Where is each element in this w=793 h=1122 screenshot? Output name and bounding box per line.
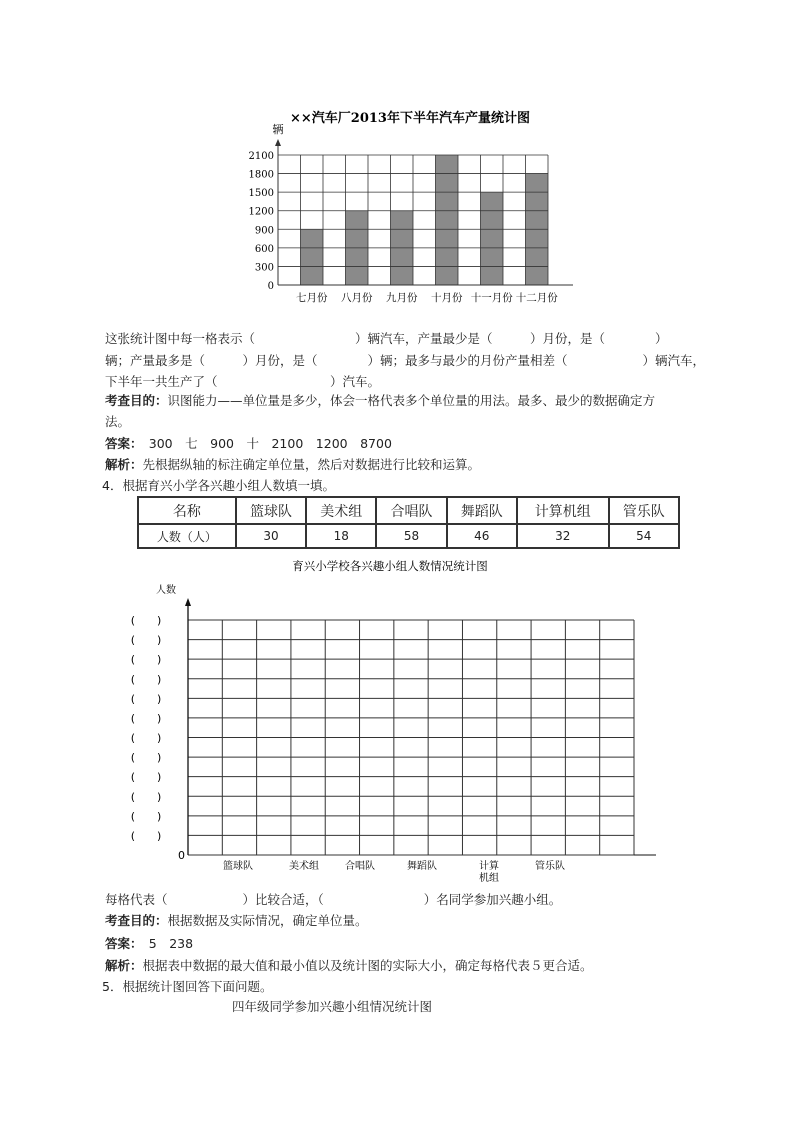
table-cell: 54: [609, 524, 679, 548]
answer-text: 5 238: [136, 936, 194, 951]
analysis-text: 根据表中数据的最大值和最小值以及统计图的实际大小，确定每格代表５更合适。: [142, 958, 593, 973]
table-cell: 30: [236, 524, 306, 548]
y-tick-placeholder: ( ): [130, 731, 162, 745]
purpose-text: 根据数据及实际情况，确定单位量。: [167, 913, 368, 928]
empty-grid-chart: [100, 555, 680, 895]
y-tick-placeholder: ( ): [130, 633, 162, 647]
y-axis-arrow: [275, 139, 281, 146]
y-tick-placeholder: ( ): [130, 653, 162, 667]
y-tick-label: 1800: [248, 169, 274, 181]
table-cell: 32: [517, 524, 609, 548]
y-tick-label: 2100: [248, 151, 274, 162]
y-tick-placeholder: ( ): [130, 751, 162, 765]
x-tick-label: 篮球队: [223, 861, 253, 872]
x-tick-label: 十一月份: [470, 292, 513, 304]
table-header-cell: 合唱队: [376, 497, 446, 524]
answer-label: 答案：: [105, 936, 137, 951]
y-tick-placeholder: ( ): [130, 672, 162, 686]
table-cell: 46: [447, 524, 517, 548]
y-axis-arrow: [185, 598, 191, 606]
analysis-label: 解析：: [105, 958, 143, 973]
bar: [436, 155, 459, 285]
analysis-text: 先根据纵轴的标注确定单位量，然后对数据进行比较和运算。: [142, 457, 481, 472]
q5-heading: 5．根据统计图回答下面问题。: [102, 979, 273, 994]
chart-title: ××汽车厂2013年下半年汽车产量统计图: [290, 111, 530, 126]
y-axis-label: 人数: [156, 585, 176, 596]
y-tick-placeholder: ( ): [130, 809, 162, 823]
x-tick-label: 机组: [479, 873, 499, 884]
y-tick-placeholder: ( ): [130, 614, 162, 627]
q5-chart-title: 四年级同学参加兴趣小组情况统计图: [232, 999, 433, 1014]
analysis-label: 解析：: [105, 457, 143, 472]
bar: [481, 192, 504, 285]
y-tick-label: 900: [254, 225, 274, 237]
y-tick-placeholder: ( ): [130, 711, 162, 725]
q3-line1: 这张统计图中每一格表示（ ）辆汽车，产量最少是（ ）月份，是（ ）: [105, 331, 668, 346]
x-tick-label: 美术组: [289, 861, 319, 872]
q4-fill-line: 每格代表（ ）比较合适，（ ）名同学参加兴趣小组。: [105, 892, 562, 907]
q4-heading: 4．根据育兴小学各兴趣小组人数填一填。: [102, 478, 335, 493]
y-tick-label: 0: [267, 281, 274, 292]
q3-line3: 下半年一共生产了（ ）汽车。: [105, 374, 381, 389]
y-tick-label: 600: [254, 243, 274, 255]
y-tick-placeholder: ( ): [130, 770, 162, 784]
interest-group-table: [137, 496, 680, 549]
table-cell: 58: [376, 524, 446, 548]
table-header-cell: 舞蹈队: [447, 497, 517, 524]
y-tick-placeholder: ( ): [130, 692, 162, 706]
car-production-chart: [240, 100, 580, 310]
bar: [301, 229, 324, 285]
x-tick-label: 舞蹈队: [407, 861, 437, 872]
x-tick-label: 十二月份: [515, 292, 558, 304]
table-header-cell: 篮球队: [236, 497, 306, 524]
table-header-cell: 名称: [138, 497, 236, 524]
purpose-label: 考查目的：: [105, 393, 168, 408]
purpose-label: 考查目的：: [105, 913, 168, 928]
x-tick-label: 计算: [479, 861, 499, 872]
y-zero-label: 0: [178, 849, 185, 862]
x-tick-label: 八月份: [341, 292, 373, 304]
y-axis-label: 辆: [272, 123, 284, 136]
x-tick-label: 管乐队: [535, 861, 565, 872]
chart-title: 育兴小学校各兴趣小组人数情况统计图: [292, 559, 488, 573]
answer-text: 300 七 900 十 2100 1200 8700: [136, 436, 392, 451]
answer-label: 答案：: [105, 436, 137, 451]
y-tick-placeholder: ( ): [130, 790, 162, 804]
table-cell: 18: [306, 524, 376, 548]
y-tick-label: 300: [254, 262, 274, 274]
y-tick-placeholder: ( ): [130, 829, 162, 843]
q3-line2: 辆；产量最多是（ ）月份，是（ ）辆；最多与最少的月份产量相差（ ）辆汽车，: [105, 353, 706, 368]
x-tick-label: 七月份: [296, 292, 328, 304]
purpose-text-cont: 法。: [105, 414, 131, 429]
y-tick-label: 1200: [248, 206, 274, 218]
x-tick-label: 合唱队: [345, 861, 375, 872]
x-tick-label: 十月份: [431, 292, 463, 304]
table-header-cell: 美术组: [306, 497, 376, 524]
table-cell: 人数（人）: [138, 524, 236, 548]
table-header-cell: 计算机组: [517, 497, 609, 524]
purpose-text: 识图能力——单位量是多少，体会一格代表多个单位量的用法。最多、最少的数据确定方: [167, 393, 656, 408]
table-header-cell: 管乐队: [609, 497, 679, 524]
y-tick-label: 1500: [248, 188, 274, 200]
x-tick-label: 九月份: [386, 292, 418, 304]
